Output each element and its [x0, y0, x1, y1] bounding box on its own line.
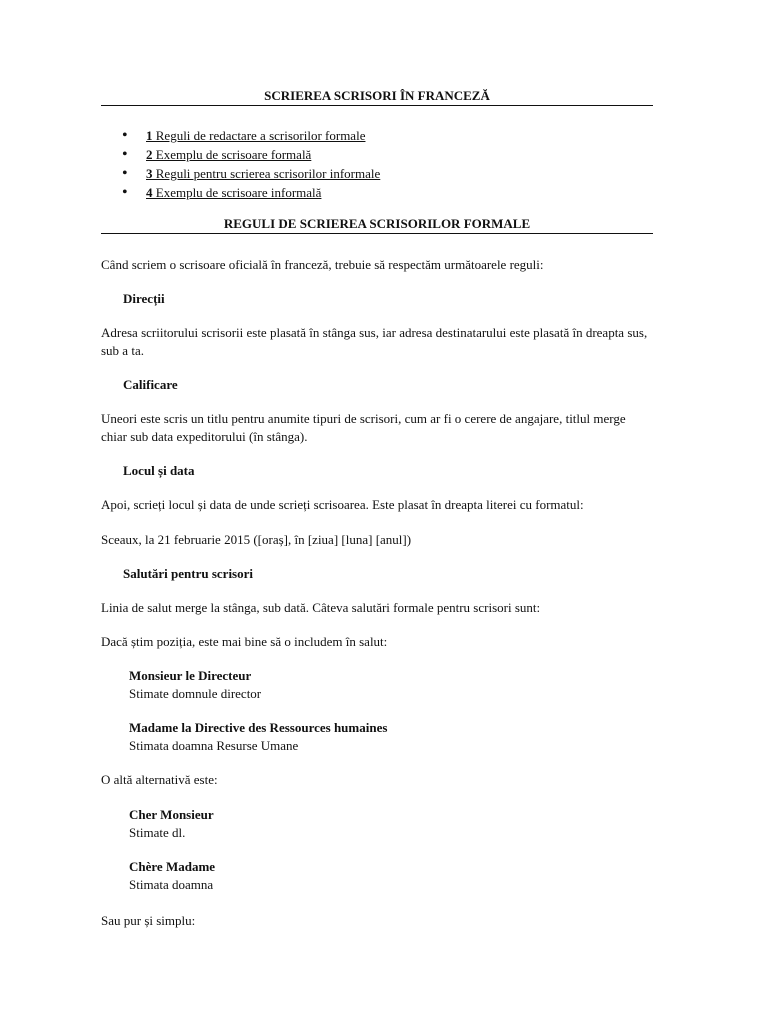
paragraph-simple: Sau pur și simplu:	[101, 913, 196, 928]
subheading-locul: Locul și data	[123, 463, 195, 478]
bullet-icon: •	[122, 184, 128, 201]
salutation-romanian: Stimata doamna Resurse Umane	[129, 738, 299, 753]
salutation-french: Madame la Directive des Ressources humaines	[129, 720, 388, 735]
toc-link-4[interactable]	[146, 185, 321, 200]
bullet-icon: •	[122, 127, 128, 144]
toc-link-1[interactable]	[146, 128, 365, 143]
intro-paragraph: Când scriem o scrisoare oficială în franceză, trebuie să respectăm următoarele reguli:	[101, 257, 544, 272]
subheading-salutari: Salutări pentru scrisori	[123, 566, 253, 581]
paragraph-salutari-2: Dacă știm poziția, este mai bine să o includem în salut:	[101, 634, 388, 649]
paragraph-locul-example: Sceaux, la 21 februarie 2015 ([oraș], în [ziua] [luna] [anul])	[101, 532, 412, 547]
toc-label: Reguli de redactare a scrisorilor formale	[152, 128, 366, 143]
paragraph-locul: Apoi, scrieți locul și data de unde scrieți scrisoarea. Este plasat în dreapta literei cu formatul:	[101, 497, 584, 512]
toc-label: Exemplu de scrisoare formală	[152, 147, 312, 162]
salutation-example	[129, 806, 214, 842]
bullet-icon: •	[122, 146, 128, 163]
paragraph-directii: Adresa scriitorului scrisorii este plasată în stânga sus, iar adresa destinatarului este plasată în dreapta sus, sub a ta.	[101, 325, 648, 358]
section-heading: REGULI DE SCRIEREA SCRISORILOR FORMALE	[101, 215, 653, 234]
toc-label: Reguli pentru scrierea scrisorilor informale	[152, 166, 381, 181]
salutation-example	[129, 719, 387, 755]
toc-number: 4	[146, 185, 153, 200]
toc-link-2[interactable]	[146, 147, 311, 162]
toc-link-3[interactable]	[146, 166, 380, 181]
salutation-french: Cher Monsieur	[129, 807, 214, 822]
document-title: SCRIEREA SCRISORI ÎN FRANCEZĂ	[101, 87, 653, 106]
salutation-example	[129, 667, 261, 703]
toc-item[interactable]	[101, 183, 380, 202]
toc-number: 2	[146, 147, 153, 162]
toc-number: 1	[146, 128, 153, 143]
table-of-contents	[101, 126, 380, 202]
toc-number: 3	[146, 166, 153, 181]
salutation-romanian: Stimate domnule director	[129, 686, 262, 701]
toc-item[interactable]	[101, 145, 380, 164]
subheading-calificare: Calificare	[123, 377, 178, 392]
paragraph-salutari: Linia de salut merge la stânga, sub dată. Câteva salutări formale pentru scrisori sunt:	[101, 600, 541, 615]
salutation-romanian: Stimata doamna	[129, 877, 214, 892]
salutation-french: Chère Madame	[129, 859, 216, 874]
toc-item[interactable]	[101, 164, 380, 183]
toc-label: Exemplu de scrisoare informală	[152, 185, 322, 200]
salutation-french: Monsieur le Directeur	[129, 668, 252, 683]
paragraph-calificare: Uneori este scris un titlu pentru anumite tipuri de scrisori, cum ar fi o cerere de angajare, titlul merge chiar sub data expeditorului (în stânga).	[101, 411, 626, 444]
salutation-example	[129, 858, 215, 894]
subheading-directii: Direcții	[123, 291, 165, 306]
bullet-icon: •	[122, 165, 128, 182]
toc-item[interactable]	[101, 126, 380, 145]
salutation-romanian: Stimate dl.	[129, 825, 186, 840]
paragraph-alternative: O altă alternativă este:	[101, 772, 218, 787]
